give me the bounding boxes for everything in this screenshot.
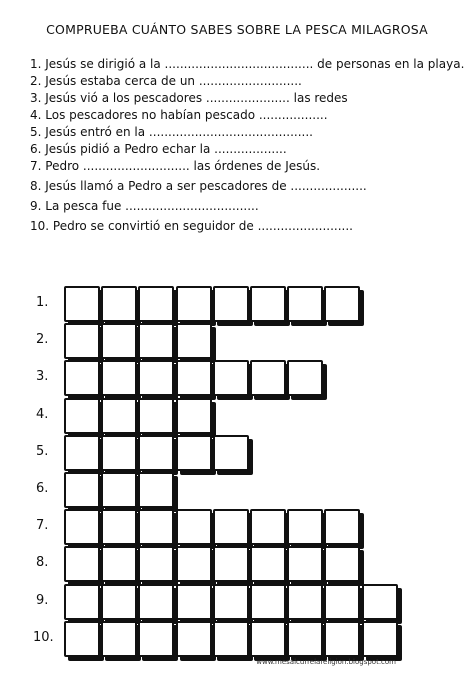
row-label-8: 8. <box>36 555 49 571</box>
crossword-cell[interactable] <box>176 621 212 657</box>
crossword-cell[interactable] <box>324 621 360 657</box>
crossword-cell[interactable] <box>324 584 360 620</box>
crossword-cell[interactable] <box>287 584 323 620</box>
crossword-cell[interactable] <box>138 323 174 359</box>
crossword-cell[interactable] <box>101 360 137 396</box>
crossword-cell[interactable] <box>101 509 137 545</box>
crossword-cell[interactable] <box>176 509 212 545</box>
row-label-2: 2. <box>36 332 49 348</box>
crossword-cell[interactable] <box>64 509 100 545</box>
crossword-cell[interactable] <box>138 621 174 657</box>
crossword-cell[interactable] <box>101 621 137 657</box>
row-label-7: 7. <box>36 518 49 534</box>
crossword-cell[interactable] <box>64 435 100 471</box>
crossword-cell[interactable] <box>64 286 100 322</box>
row-label-10: 10. <box>33 629 54 645</box>
question-6: 6. Jesús pidió a Pedro echar la ................... <box>30 142 287 156</box>
crossword-cell[interactable] <box>138 584 174 620</box>
crossword-cell[interactable] <box>250 360 286 396</box>
row-label-6: 6. <box>36 481 49 496</box>
crossword-cell[interactable] <box>176 286 212 322</box>
crossword-cell[interactable] <box>324 509 360 545</box>
crossword-cell[interactable] <box>101 435 137 471</box>
crossword-cell[interactable] <box>176 584 212 620</box>
crossword-cell[interactable] <box>213 584 249 620</box>
crossword-cell[interactable] <box>287 360 323 396</box>
crossword-cell[interactable] <box>101 546 137 582</box>
question-8: 8. Jesús llamó a Pedro a ser pescadores de .................... <box>30 179 367 193</box>
crossword-cell[interactable] <box>213 360 249 396</box>
question-7: 7. Pedro ............................ las órdenes de Jesús. <box>30 159 321 173</box>
row-label-9: 9. <box>36 592 49 608</box>
crossword-cell[interactable] <box>138 472 174 508</box>
crossword-cell[interactable] <box>64 323 100 359</box>
crossword-cell[interactable] <box>213 509 249 545</box>
crossword-cell[interactable] <box>362 621 398 657</box>
question-2: 2. Jesús estaba cerca de un ........................... <box>30 74 302 88</box>
crossword-cell[interactable] <box>287 621 323 657</box>
crossword-cell[interactable] <box>101 584 137 620</box>
crossword-cell[interactable] <box>213 286 249 322</box>
crossword-cell[interactable] <box>64 621 100 657</box>
crossword-cell[interactable] <box>138 398 174 434</box>
question-10: 10. Pedro se convirtió en seguidor de ......................... <box>30 219 353 233</box>
crossword-cell[interactable] <box>324 546 360 582</box>
crossword-cell[interactable] <box>64 546 100 582</box>
crossword-cell[interactable] <box>138 360 174 396</box>
crossword-cell[interactable] <box>176 360 212 396</box>
crossword-cell[interactable] <box>287 546 323 582</box>
question-1: 1. Jesús se dirigió a la ....................................... de personas en la playa. <box>30 57 465 71</box>
row-label-5: 5. <box>36 443 49 459</box>
crossword-cell[interactable] <box>287 286 323 322</box>
crossword-cell[interactable] <box>138 546 174 582</box>
row-label-3: 3. <box>36 369 49 385</box>
question-5: 5. Jesús entró en la ........................................... <box>30 125 313 139</box>
crossword-cell[interactable] <box>362 584 398 620</box>
crossword-cell[interactable] <box>250 546 286 582</box>
question-4: 4. Los pescadores no habían pescado .................. <box>30 108 328 122</box>
crossword-cell[interactable] <box>176 398 212 434</box>
crossword-cell[interactable] <box>64 360 100 396</box>
worksheet-title: COMPRUEBA CUÁNTO SABES SOBRE LA PESCA MILAGROSA <box>46 22 428 37</box>
crossword-cell[interactable] <box>138 509 174 545</box>
crossword-cell[interactable] <box>64 472 100 508</box>
crossword-cell[interactable] <box>101 398 137 434</box>
crossword-cell[interactable] <box>138 286 174 322</box>
crossword-cell[interactable] <box>250 584 286 620</box>
crossword-cell[interactable] <box>213 546 249 582</box>
crossword-cell[interactable] <box>287 509 323 545</box>
crossword-cell[interactable] <box>250 286 286 322</box>
question-3: 3. Jesús vió a los pescadores ...................... las redes <box>30 91 348 105</box>
crossword-cell[interactable] <box>101 323 137 359</box>
crossword-cell[interactable] <box>176 323 212 359</box>
crossword-cell[interactable] <box>64 584 100 620</box>
crossword-cell[interactable] <box>213 435 249 471</box>
crossword-cell[interactable] <box>64 398 100 434</box>
crossword-cell[interactable] <box>324 286 360 322</box>
footer-url: www.mesalcurrelareligion.blogspot.com <box>256 658 396 666</box>
crossword-cell[interactable] <box>213 621 249 657</box>
crossword-cell[interactable] <box>101 472 137 508</box>
crossword-cell[interactable] <box>176 546 212 582</box>
row-label-4: 4. <box>36 406 49 422</box>
row-label-1: 1. <box>36 295 49 310</box>
crossword-cell[interactable] <box>101 286 137 322</box>
crossword-cell[interactable] <box>138 435 174 471</box>
crossword-cell[interactable] <box>250 621 286 657</box>
crossword-cell[interactable] <box>176 435 212 471</box>
crossword-cell[interactable] <box>250 509 286 545</box>
question-9: 9. La pesca fue ................................... <box>30 199 259 213</box>
